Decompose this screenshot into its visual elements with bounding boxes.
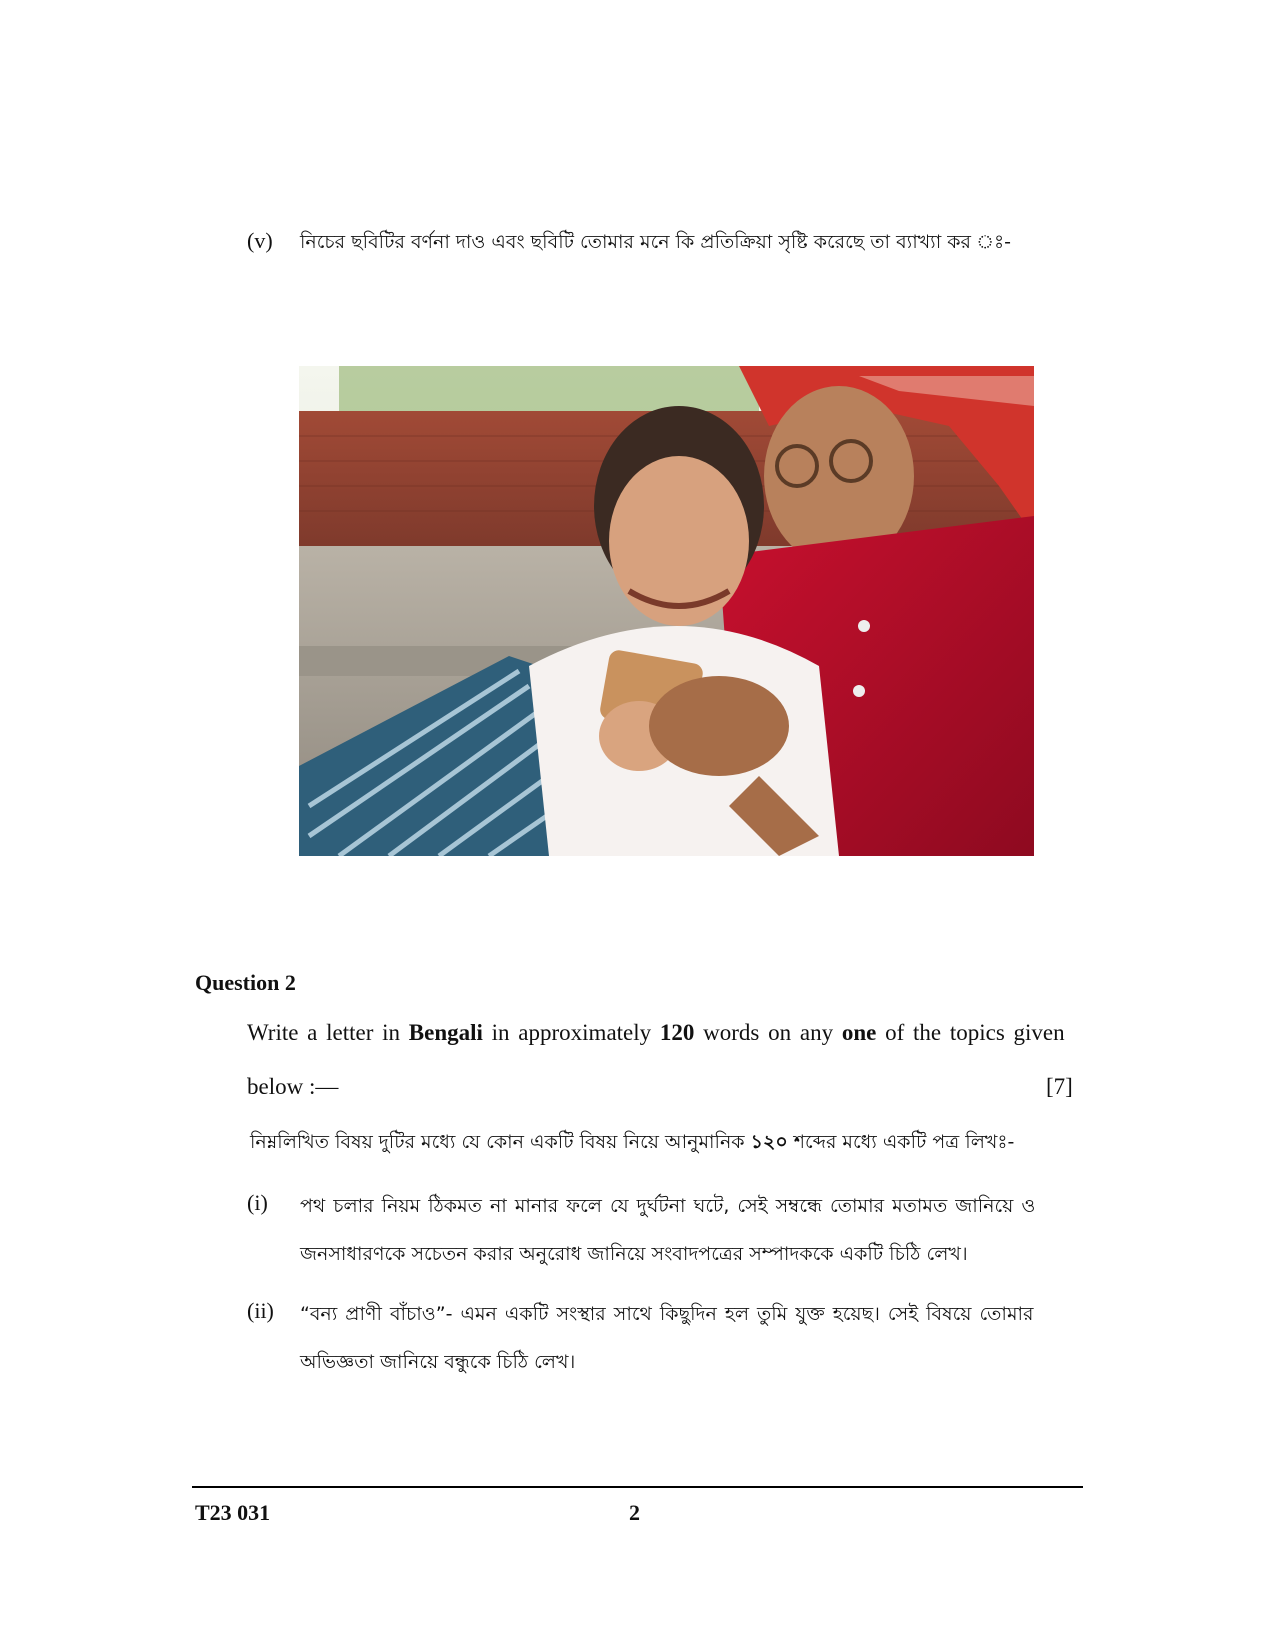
photo-girl-and-grandmother: [299, 366, 1034, 856]
item-i-line-2: জনসাধারণকে সচেতন করার অনুরোধ জানিয়ে সংবাদপত্রের সম্পাদককে একটি চিঠি লেখ।: [300, 1243, 968, 1265]
question-heading: Question 2: [195, 970, 296, 995]
instruction-bold-one: one: [841, 1020, 877, 1045]
paper-code: T23 031: [195, 1500, 271, 1525]
item-number-i: (i): [247, 1190, 268, 1215]
marks-label: [7]: [1046, 1074, 1073, 1099]
item-ii-line-2: অভিজ্ঞতা জানিয়ে বন্ধুকে চিঠি লেখ।: [300, 1351, 576, 1373]
instruction-text-3: words on any: [694, 1020, 842, 1045]
item-number-ii: (ii): [247, 1298, 274, 1323]
page-number: 2: [629, 1500, 640, 1525]
instruction-bold-120: 120: [659, 1020, 695, 1045]
instruction-text-4: of the topics given: [876, 1020, 1065, 1045]
item-i-line-1: পথ চলার নিয়ম ঠিকমত না মানার ফলে যে দুর্ঘটনা ঘটে, সেই সম্বন্ধে তোমার মতামত জানিয়ে ও: [300, 1195, 1036, 1217]
bengali-instruction: [250, 1128, 1080, 1160]
item-ii-line-1: “বন্য প্রাণী বাঁচাও”- এমন একটি সংস্থার সাথে কিছুদিন হল তুমি যুক্ত হয়েছ। সেই বিষয়ে তোমার: [300, 1303, 1034, 1325]
instruction-text-1: Write a letter in: [247, 1020, 409, 1045]
bengali-instruction-bold: ১২০: [750, 1131, 788, 1153]
bengali-instruction-text-1: নিম্নলিখিত বিষয় দুটির মধ্যে যে কোন একটি বিষয় নিয়ে আনুমানিক: [250, 1131, 751, 1153]
item-number-v: (v): [247, 228, 273, 253]
instruction-line-2: below :—: [247, 1074, 339, 1099]
footer-divider: [192, 1486, 1083, 1488]
instruction-line-1: [247, 1020, 1075, 1046]
bengali-instruction-text-2: শব্দের মধ্যে একটি পত্র লিখঃ-: [787, 1131, 1015, 1153]
instruction-bold-bengali: Bengali: [408, 1020, 483, 1045]
instruction-text-2: in approximately: [482, 1020, 660, 1045]
item-v-text: নিচের ছবিটির বর্ণনা দাও এবং ছবিটি তোমার মনে কি প্রতিক্রিয়া সৃষ্টি করেছে তা ব্যাখ্যা কর ঃ-: [300, 231, 1012, 253]
